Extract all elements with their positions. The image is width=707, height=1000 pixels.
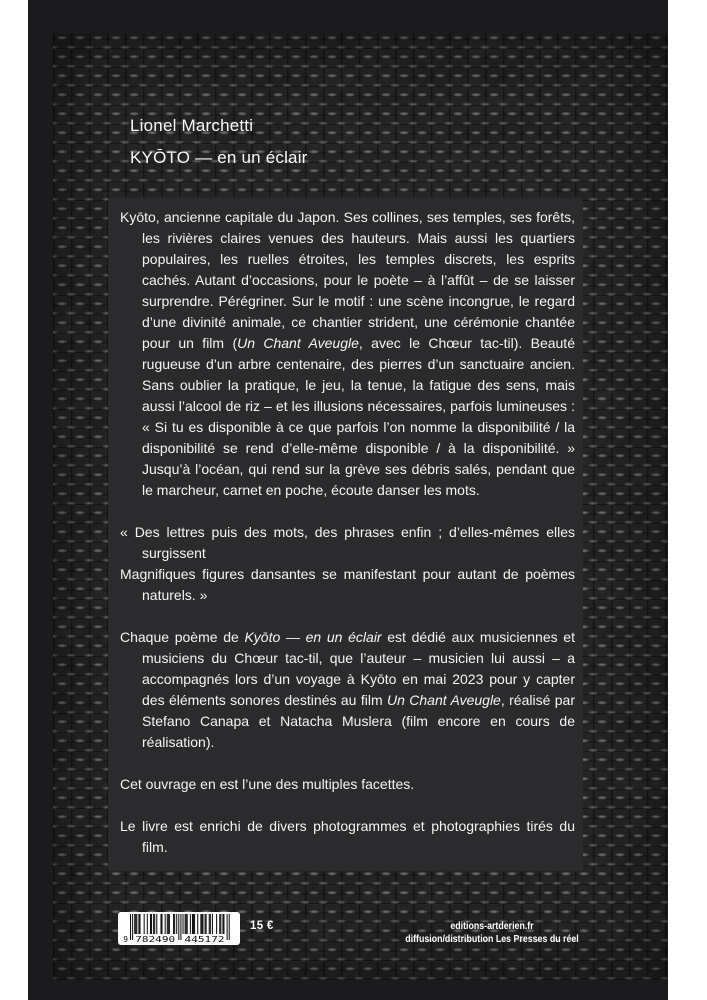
distribution-line: diffusion/distribution Les Presses du réel <box>405 933 579 945</box>
blurb-paragraph: « Des lettres puis des mots, des phrases enfin ; d’elles-mêmes elles surgissent <box>120 524 575 561</box>
publisher-block <box>351 920 633 946</box>
blurb-paragraphs <box>120 207 575 858</box>
blurb-paragraph: Magnifiques figures dansantes se manifestant pour autant de poèmes naturels. » <box>120 566 575 603</box>
ean13-barcode <box>118 913 240 944</box>
blurb-paragraph: Cet ouvrage en est l’une des multiples facettes. <box>120 776 415 792</box>
barcode <box>118 912 240 945</box>
author-name: Lionel Marchetti <box>130 116 254 135</box>
blurb-paragraph: Kyōto, ancienne capitale du Japon. Ses collines, ses temples, ses forêts, les rivières claires venues des hauteurs. Mais aussi les quartiers populaires, les ruelles étroites, les temples discrets, les esprits cachés. Autant d’occasions, pour le poète – à l’affût – de se laisser surprendre. Pérégriner. Sur le motif : une scène incongrue, le regard d’une divinité animale, ce chantier strident, une cérémonie chantée pour un film (Un Chant Aveugle, avec le Chœur tac-til). Beauté rugueuse d’un arbre centenaire, des pierres d’un sanctuaire ancien. Sans oublier la pratique, le jeu, la tenue, la fatigue des sens, mais aussi l’alcool de riz – et les illusions nécessaires, parfois lumineuses : « Si tu es disponible à ce que parfois l’on nomme la disponibilité / la disponibilité se rend d’elle-même disponible / à la disponibilité. » Jusqu’à l’océan, qui rend sur la grève ses débris salés, pendant que le marcheur, carnet en poche, écoute danser les mots. <box>120 209 575 498</box>
publisher-url: editions-artderien.fr <box>450 920 534 932</box>
book-back-cover <box>28 0 668 1000</box>
svg-text:9: 9 <box>123 935 128 944</box>
svg-text:445172: 445172 <box>184 935 225 944</box>
svg-text:782490: 782490 <box>135 935 176 944</box>
book-title: KYŌTO — en un éclair <box>130 148 308 167</box>
blurb-panel <box>108 198 583 871</box>
blurb-paragraph: Chaque poème de Kyōto — en un éclair est dédié aux musiciennes et musiciens du Chœur tac-til, que l’auteur – musicien lui aussi – a accompagnés lors d’un voyage à Kyōto en mai 2023 pour y capter des éléments sonores destinés au film Un Chant Aveugle, réalisé par Stefano Canapa et Natacha Muslera (film encore en cours de réalisation). <box>120 629 575 750</box>
blurb-paragraph: Le livre est enrichi de divers photogrammes et photographies tirés du film. <box>120 818 575 855</box>
price-label: 15 € <box>250 920 274 932</box>
title-block <box>130 110 308 174</box>
